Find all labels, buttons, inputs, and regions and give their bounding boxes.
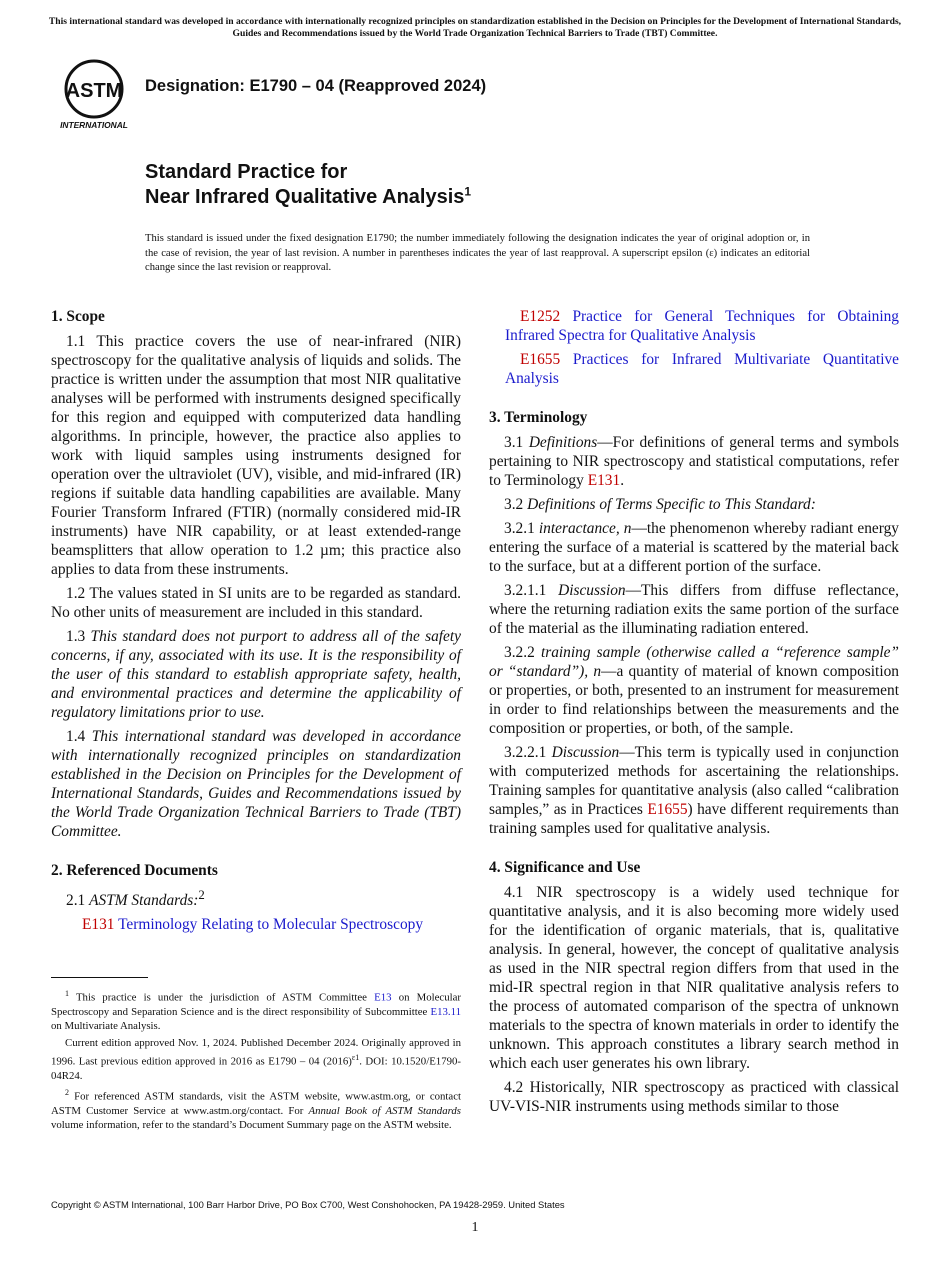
section-significance-heading: 4. Significance and Use bbox=[489, 859, 641, 876]
footnote-1-edition: Current edition approved Nov. 1, 2024. Published December 2024. Originally approved in 1996. Last previous edition approved in 2016 as E1790 – 04 $(2016)^{\varepsilon 1}$. DOI: 10.1520/E1790-04R24. bbox=[51, 1037, 461, 1082]
page-title bbox=[145, 160, 471, 210]
para-3-2-2: 3.2.2 training sample (otherwise called a “reference sample” or “standard”), n—a quantity of material of known composition or properties, or both, presented to an instrument for measurement in order to find relationships between the measurements and the composition or properties, or both, of the sample. bbox=[489, 644, 899, 737]
link-e131[interactable]: E131 bbox=[587, 472, 621, 489]
designation: Designation: E1790 – 04 (Reapproved 2024) bbox=[145, 77, 487, 95]
para-3-2-2-1: 3.2.2.1 Discussion—This term is typically used in conjunction with computerized methods for ascertaining the relationships. Training samples for quantitative analysis (also called “calibration samples,” as in Practices E1655) have different requirements than training samples used for qualitative analysis. bbox=[489, 744, 899, 837]
left-column bbox=[51, 307, 461, 939]
para-4-1: 4.1 NIR spectroscopy is a widely used technique for quantitative analysis, and it is also becoming more widely used for the identification of organic materials, that is, qualitative analysis. In general, however, the concept of qualitative analysis as used in the NIR spectral region differs from that used in the mid-IR spectral region in that NIR qualitative analysis refers to the process of automated comparison of the spectra of unknown materials to the spectra of known materials in order to identify the unknown. This approach constitutes a library search method in which each user generates his own library. bbox=[489, 884, 899, 1072]
section-referenced-heading: 2. Referenced Documents bbox=[51, 862, 218, 879]
ref-e131[interactable]: E131 Terminology Relating to Molecular Spectroscopy bbox=[82, 916, 424, 934]
section-terminology-heading: 3. Terminology bbox=[489, 409, 588, 426]
title-line-1: Standard Practice for bbox=[145, 161, 348, 183]
para-1-4: 1.4 This international standard was developed in accordance with internationally recognized principles on standardization established in the Decision on Principles for the Development of International Standards, Guides and Recommendations issued by the World Trade Organization Technical Barriers to Trade (TBT) Committee. bbox=[51, 728, 461, 840]
link-e13[interactable]: E13 bbox=[374, 991, 392, 1004]
footnote-2: $^2$ For referenced ASTM standards, visit the ASTM website, www.astm.org, or contact ASTM Customer Service at www.astm.org/contact. For Annual Book of ASTM Standards volume information, refer to the standard’s Document Summary page on the ASTM website. bbox=[51, 1087, 461, 1132]
title-line-2: Near Infrared Qualitative Analysis bbox=[145, 186, 465, 208]
top-notice: This international standard was developed in accordance with internationally recognized principles on standardization established in the Decision on Principles for the Development of International Standards, Guides and Recommendations issued by the World Trade Organization Technical Barriers to Trade (TBT) Committee. bbox=[48, 16, 902, 39]
para-1-1: 1.1 This practice covers the use of near-infrared (NIR) spectroscopy for the qualitative analysis of liquids and solids. The practice is written under the assumption that most NIR qualitative analyses will be performed with instruments designed specifically for this region and equipped with computerized data handling algorithms. In principle, however, the practice also applies to work with liquid samples using instruments designed for operation over the ultraviolet (UV), visible, and mid-infrared (IR) regions if suitable data handling capabilities are available. Many Fourier Transform Infrared (FTIR) (normally considered mid-IR instruments) have NIR capability, or at least extended-range beamsplitters that allow operation to 1.2 µm; this practice also applies to data from these instruments. bbox=[51, 333, 461, 578]
para-1-2: 1.2 The values stated in SI units are to be regarded as standard. No other units of measurement are included in this standard. bbox=[51, 585, 461, 621]
copyright-line: Copyright © ASTM International, 100 Barr Harbor Drive, PO Box C700, West Conshohocken, PA 19428-2959. United States bbox=[51, 1199, 565, 1210]
para-2-1: 2.1 ASTM Standards:$^2$ bbox=[66, 888, 205, 910]
section-scope-heading: 1. Scope bbox=[51, 308, 105, 325]
issue-note: This standard is issued under the fixed designation E1790; the number immediately following the designation indicates the year of original adoption or, in the case of revision, the year of last revision. A number in parentheses indicates the year of last reapproval. A superscript epsilon (ε) indicates an editorial change since the last revision or reapproval. bbox=[145, 233, 810, 273]
footnote-2-marker[interactable]: 2 bbox=[198, 888, 205, 902]
logo-letters: ASTM bbox=[65, 80, 123, 102]
link-e1655[interactable]: E1655 bbox=[647, 801, 688, 818]
para-3-2-1-1: 3.2.1.1 Discussion—This differs from diffuse reflectance, where the returning radiation exits the same portion of the surface of the material as the illuminating radiation entered. bbox=[489, 582, 899, 637]
footnotes bbox=[51, 977, 461, 1135]
para-3-1: 3.1 Definitions—For definitions of general terms and symbols pertaining to NIR spectroscopy and statistical computations, refer to Terminology E131. bbox=[489, 434, 899, 489]
para-3-2: 3.2 Definitions of Terms Specific to This Standard: bbox=[504, 496, 816, 513]
link-e13-11[interactable]: E13.11 bbox=[430, 1005, 462, 1018]
para-1-3: 1.3 This standard does not purport to address all of the safety concerns, if any, associated with its use. It is the responsibility of the user of this standard to establish appropriate safety, health, and environmental practices and determine the applicability of regulatory limitations prior to use. bbox=[51, 628, 461, 721]
astm-international-logo bbox=[52, 57, 136, 131]
logo-word: INTERNATIONAL bbox=[60, 120, 128, 130]
footnote-rule bbox=[51, 977, 148, 978]
para-4-2: 4.2 Historically, NIR spectroscopy as practiced with classical UV-VIS-NIR instruments using methods similar to those bbox=[489, 1079, 899, 1115]
para-3-2-1: 3.2.1 interactance, n—the phenomenon whereby radiant energy entering the surface of a material is scattered by the material back to the surface, but at a different portion of the surface. bbox=[489, 520, 899, 575]
right-column bbox=[489, 307, 899, 1121]
ref-e1655[interactable]: E1655 Practices for Infrared Multivariate Quantitative Analysis bbox=[505, 351, 899, 387]
page-number: 1 bbox=[471, 1220, 479, 1235]
ref-e1252[interactable]: E1252 Practice for General Techniques for Obtaining Infrared Spectra for Qualitative Analysis bbox=[505, 308, 899, 344]
footnote-1: $^1$ This practice is under the jurisdiction of ASTM Committee E13 on Molecular Spectroscopy and Separation Science and is the direct responsibility of Subcommittee E13.11 on Multivariate Analysis. bbox=[51, 989, 462, 1033]
title-footnote-marker[interactable]: 1 bbox=[464, 184, 472, 199]
